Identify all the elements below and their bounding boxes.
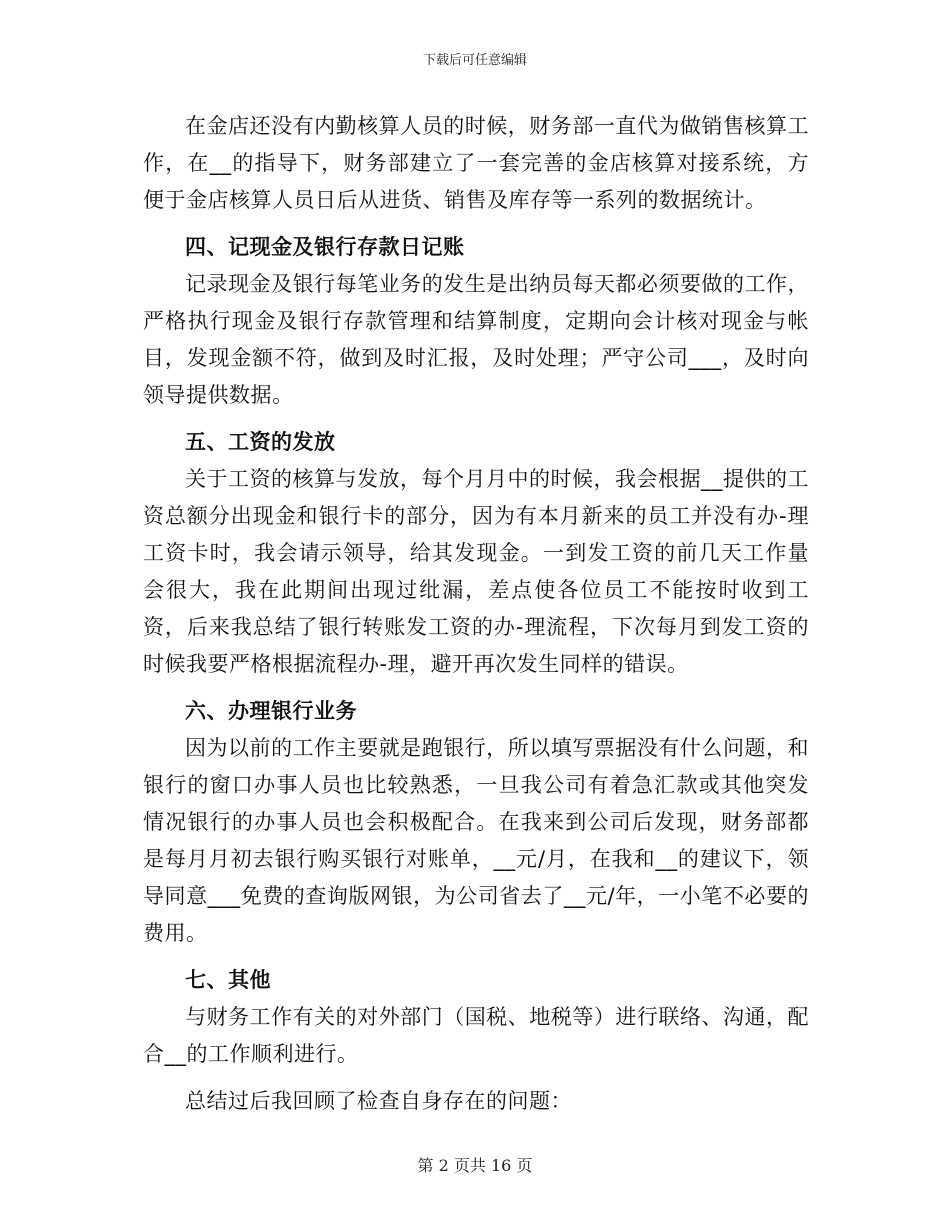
section-heading-banking: 六、办理银行业务 [185, 699, 357, 723]
paragraph-payroll: 关于工资的核算与发放，每个月月中的时候，我会根据__提供的工资总额分出现金和银行卡的部分，因为有本月新来的员工并没有办-理工资卡时，我会请示领导，给其发现金。一到发工资的前几天工作量会很大，我在此期间出现过纰漏，差点使各位员工不能按时收到工资，后来我总结了银行转账发工资的办-理流程，下次每月到发工资的时候我要严格根据流程办-理，避开再次发生同样的错误。 [143, 467, 809, 676]
paragraph-summary: 总结过后我回顾了检查自身存在的问题： [185, 1089, 572, 1113]
paragraph-cash-journal: 记录现金及银行每笔业务的发生是出纳员每天都必须要做的工作，严格执行现金及银行存款管理和结算制度，定期向会计核对现金与帐目，发现金额不符，做到及时汇报，及时处理；严守公司___，及时向领导提供数据。 [143, 272, 809, 407]
paragraph-other: 与财务工作有关的对外部门（国税、地税等）进行联络、沟通，配合__的工作顺利进行。 [143, 1005, 809, 1066]
paragraph-banking: 因为以前的工作主要就是跑银行，所以填写票据没有什么问题，和银行的窗口办事人员也比较熟悉，一旦我公司有着急汇款或其他突发情况银行的办事人员也会积极配合。在我来到公司后发现，财务部都是每月月初去银行购买银行对账单，__元/月，在我和__的建议下，领导同意___免费的查询版网银，为公司省去了__元/年，一小笔不必要的费用。 [143, 736, 809, 945]
page-number: 第 2 页共 16 页 [417, 1156, 533, 1175]
section-heading-other: 七、其他 [185, 968, 271, 992]
paragraph-accounting-system: 在金店还没有内勤核算人员的时候，财务部一直代为做销售核算工作，在__的指导下，财务部建立了一套完善的金店核算对接系统，方便于金店核算人员日后从进货、销售及库存等一系列的数据统计。 [143, 114, 809, 212]
page-header: 下载后可任意编辑 [422, 53, 527, 68]
document-body [143, 108, 809, 1120]
section-heading-cash-journal: 四、记现金及银行存款日记账 [185, 235, 465, 259]
section-heading-payroll: 五、工资的发放 [185, 430, 336, 454]
